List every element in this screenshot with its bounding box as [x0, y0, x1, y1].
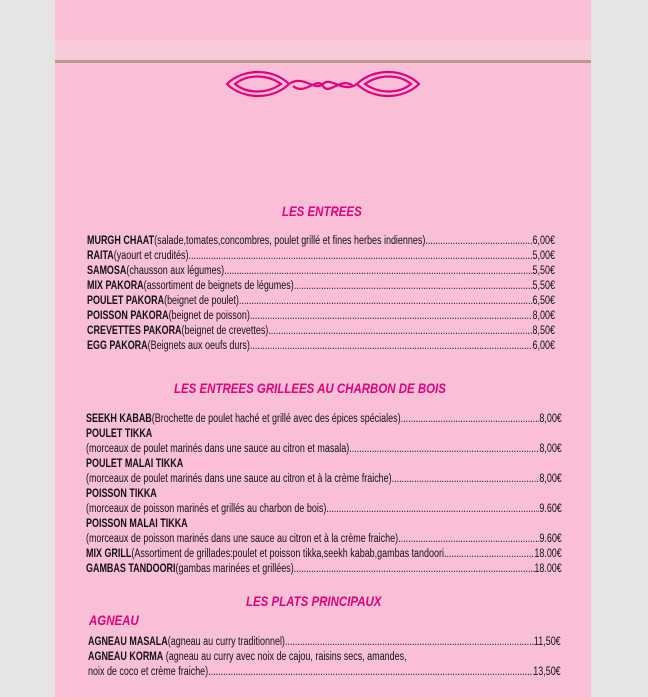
menu-item: SAMOSA (chausson aux légumes) ..... 5,50€: [87, 264, 555, 279]
subheading-agneau: AGNEAU: [89, 612, 139, 628]
menu-item: AGNEAU KORMA (agneau au curry avec noix de cajou, raisins secs, amandes,: [88, 651, 407, 663]
agneau-list: [88, 635, 561, 680]
menu-item-desc: (morceaux de poulet marinés dans une sauce au citron et masala) ..... 8,00€: [86, 442, 562, 457]
menu-item-desc: noix de coco et crème fraiche) ..... 13,50€: [88, 665, 561, 680]
section-title-entrees: LES ENTREES: [282, 203, 362, 219]
menu-item: POULET PAKORA (beignet de poulet) ..... 6,50€: [87, 294, 555, 309]
menu-item-desc: (morceaux de poisson marinés dans une sauce au citron et à la crème fraiche) ..... 9.60€: [86, 532, 562, 547]
menu-item: EGG PAKORA (Beignets aux oeufs durs) ..... 6,00€: [87, 339, 555, 354]
menu-item: MURGH CHAAT (salade,tomates,concombres, poulet grillé et fines herbes indiennes) ..... 6,00€: [87, 234, 555, 249]
menu-item-desc: (morceaux de poulet marinés dans une sauce au citron et à la crème fraiche) ..... 8,00€: [86, 472, 562, 487]
menu-item: RAITA (yaourt et crudités) ..... 5,00€: [87, 249, 555, 264]
menu-page: [55, 0, 591, 697]
entrees-list: [87, 234, 555, 354]
menu-item-name: POISSON TIKKA: [86, 488, 157, 500]
ornament-flourish-icon: [223, 70, 423, 100]
menu-item: SEEKH KABAB (Brochette de poulet haché et grillé avec des épices spéciales) ..... 8,00€: [86, 412, 562, 427]
menu-item-name: POISSON MALAI TIKKA: [86, 518, 188, 530]
menu-item-name: POULET TIKKA: [86, 428, 153, 440]
menu-item-desc: (morceaux de poisson marinés et grillés au charbon de bois) ..... .9.60€: [86, 502, 562, 517]
menu-item: CREVETTES PAKORA (beignet de crevettes) ..... 8,50€: [87, 324, 555, 339]
header-band: [55, 40, 591, 62]
menu-item: MIX GRILL (Assortiment de grillades:poulet et poisson tikka,seekh kabab,gambas tandoori ..... 18.00€: [86, 547, 562, 562]
menu-item: POISSON PAKORA (beignet de poisson) ..... 8,00€: [87, 309, 555, 324]
section-title-grillees: LES ENTREES GRILLEES AU CHARBON DE BOIS: [174, 380, 446, 396]
section-title-plats: LES PLATS PRINCIPAUX: [246, 593, 382, 609]
menu-item-name: POULET MALAI TIKKA: [86, 458, 184, 470]
header-rule: [55, 60, 591, 63]
menu-item: GAMBAS TANDOORI (gambas marinées et grillées) ..... 18.00€: [86, 562, 562, 577]
grillees-list: [86, 412, 562, 577]
menu-item: MIX PAKORA (assortiment de beignets de légumes) ..... 5,50€: [87, 279, 555, 294]
menu-item: AGNEAU MASALA (agneau au curry traditionnel) ..... 11,50€: [88, 635, 561, 650]
